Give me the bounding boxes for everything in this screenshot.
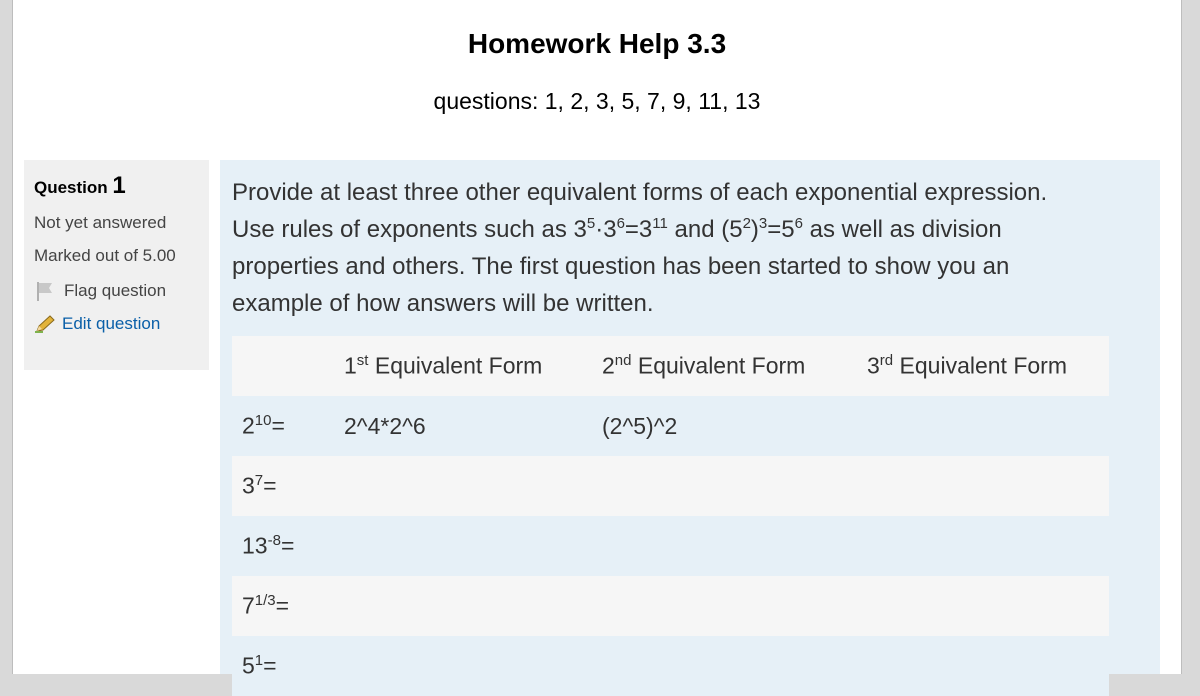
table-row [232,456,1109,516]
table-header-cell [592,336,857,396]
expr-equals: = [275,592,290,619]
flag-question-button[interactable] [34,280,199,302]
answer-cell[interactable]: 2^4*2^6 [344,412,426,439]
header-sup: st [356,352,369,370]
expr-exponent: -8 [267,532,281,550]
prompt-text: =5 [767,216,795,243]
header-sup: nd [614,352,632,370]
expr-exponent: 1/3 [254,592,276,610]
table-header-cell [857,336,1109,396]
question-info-panel [24,160,209,370]
header-text: 2 [602,352,615,379]
answer-cell[interactable] [334,516,592,576]
answer-cell[interactable] [857,456,1109,516]
expression-cell [232,396,334,456]
expr-base: 5 [242,652,255,679]
flag-icon [34,280,56,302]
prompt-text: and (5 [667,216,743,243]
expr-base: 2 [242,412,255,439]
table-row [232,636,1109,696]
prompt-sup: 11 [652,215,668,232]
prompt-sup: 5 [586,215,596,232]
prompt-sup: 2 [742,215,751,232]
expression-cell [232,636,334,696]
answer-cell[interactable] [592,636,857,696]
table-header-cell [334,336,592,396]
expr-equals: = [271,412,285,439]
table-row [232,396,1109,456]
expr-equals: = [280,532,295,559]
prompt-text: ·3 [595,216,617,243]
flag-question-label: Flag question [64,281,167,300]
prompt-line-3: properties and others. The first question has been started to show you an [232,253,1010,280]
answer-cell[interactable] [857,396,1109,456]
expr-exponent: 1 [254,652,264,670]
answer-cell[interactable] [857,636,1109,696]
prompt-line-4: example of how answers will be written. [232,290,654,317]
header-sup: rd [879,352,894,370]
expression-cell [232,576,334,636]
answer-cell[interactable] [334,456,592,516]
prompt-line-2 [232,211,1148,248]
question-content [220,160,1160,679]
answer-cell[interactable] [592,456,857,516]
question-heading [34,172,199,200]
equivalent-forms-table [232,336,1109,696]
table-header-empty [232,336,334,396]
page-subtitle: questions: 1, 2, 3, 5, 7, 9, 11, 13 [433,88,761,114]
expr-base: 7 [242,592,255,619]
edit-question-link[interactable] [34,314,199,334]
answer-cell[interactable] [592,576,857,636]
expression-cell [232,516,334,576]
prompt-text: ) [750,216,759,243]
question-label: Question [34,178,108,197]
header-text: Equivalent Form [893,352,1067,379]
table-header-row [232,336,1109,396]
answer-cell[interactable] [334,636,592,696]
prompt-text: =3 [624,216,653,243]
expr-exponent: 7 [254,472,264,490]
header-text: Equivalent Form [368,352,543,379]
question-marks: Marked out of 5.00 [34,246,176,265]
answer-cell[interactable] [334,576,592,636]
page-title: Homework Help 3.3 [467,28,727,59]
expr-exponent: 10 [254,412,272,430]
prompt-sup: 6 [616,215,625,232]
header-text: 3 [867,352,880,379]
answer-cell[interactable]: (2^5)^2 [602,412,678,439]
prompt-sup: 6 [794,215,803,232]
pencil-icon [34,314,58,334]
expr-equals: = [263,652,277,679]
question-number: 1 [112,172,126,199]
table-row [232,516,1109,576]
expr-equals: = [263,472,277,499]
expr-base: 13 [242,532,268,559]
prompt-text: as well as division [802,216,1002,243]
expr-base: 3 [242,472,255,499]
prompt-text: Use rules of exponents such as 3 [232,216,587,243]
prompt-sup: 3 [758,215,768,232]
header-text: 1 [344,352,357,379]
answer-cell[interactable] [857,576,1109,636]
question-prompt [232,174,1148,322]
prompt-line-1: Provide at least three other equivalent forms of each exponential expression. [232,179,1048,206]
expression-cell [232,456,334,516]
table-row [232,576,1109,636]
answer-cell[interactable] [857,516,1109,576]
edit-question-label: Edit question [62,314,161,333]
header-text: Equivalent Form [631,352,806,379]
question-status: Not yet answered [34,213,167,232]
answer-cell[interactable] [592,516,857,576]
